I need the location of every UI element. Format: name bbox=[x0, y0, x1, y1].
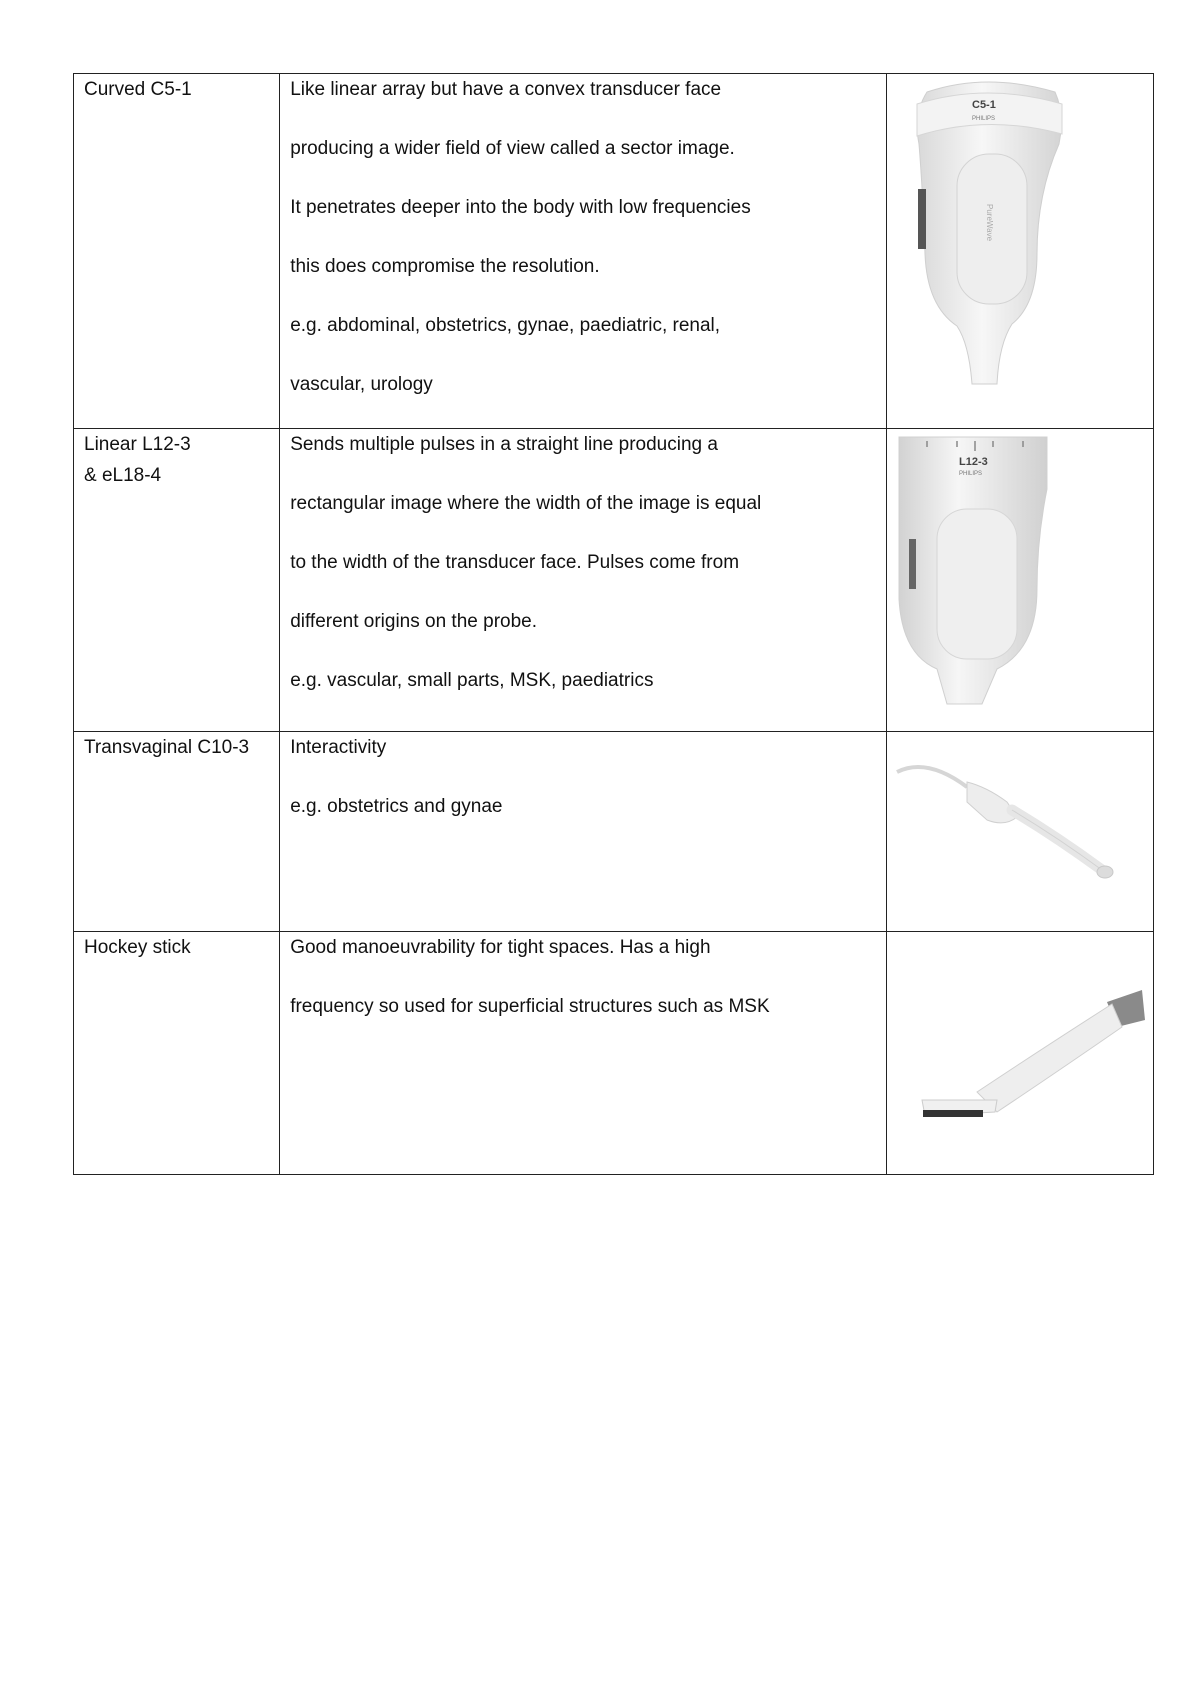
probe-name: Transvaginal C10-3 bbox=[84, 737, 250, 758]
description-line: different origins on the probe. bbox=[290, 611, 538, 632]
probe-model-label: L12-3 bbox=[958, 456, 988, 468]
probe-image-cell bbox=[886, 732, 1153, 932]
table-row bbox=[74, 429, 1154, 732]
probe-side-label: PureWave bbox=[984, 204, 994, 242]
transducer-table bbox=[73, 73, 1154, 1175]
probe-name: Hockey stick bbox=[84, 937, 191, 958]
description-line: vascular, urology bbox=[290, 374, 433, 395]
transvaginal-probe-image bbox=[887, 732, 1154, 932]
hockey-stick-probe-image bbox=[887, 932, 1154, 1175]
description-line: It penetrates deeper into the body with low frequencies bbox=[290, 197, 751, 218]
probe-description-cell bbox=[280, 429, 887, 732]
probe-brand-label: PHILIPS bbox=[958, 471, 982, 477]
description-line: this does compromise the resolution. bbox=[290, 256, 600, 277]
description-line: to the width of the transducer face. Pulses come from bbox=[290, 552, 740, 573]
linear-probe-image bbox=[887, 429, 1154, 732]
probe-image-cell bbox=[886, 74, 1153, 429]
table-row bbox=[74, 74, 1154, 429]
probe-name: Linear L12-3 bbox=[84, 434, 191, 455]
probe-image-cell bbox=[886, 429, 1153, 732]
probe-name-cell bbox=[74, 429, 280, 732]
probe-model-label: C5-1 bbox=[971, 99, 996, 111]
probe-description-cell bbox=[280, 732, 887, 932]
probe-name: Curved C5-1 bbox=[84, 79, 192, 100]
probe-image-cell bbox=[886, 932, 1153, 1175]
description-line: Sends multiple pulses in a straight line producing a bbox=[290, 434, 718, 455]
probe-name-cell bbox=[74, 932, 280, 1175]
curved-probe-image bbox=[887, 74, 1154, 429]
table-row bbox=[74, 732, 1154, 932]
probe-name-secondary: & eL18-4 bbox=[84, 465, 162, 486]
description-line: Like linear array but have a convex transducer face bbox=[290, 79, 722, 100]
description-line: e.g. obstetrics and gynae bbox=[290, 796, 503, 817]
description-line: e.g. vascular, small parts, MSK, paediatrics bbox=[290, 670, 654, 691]
probe-brand-label: PHILIPS bbox=[971, 116, 995, 122]
table-row bbox=[74, 932, 1154, 1175]
description-line: Good manoeuvrability for tight spaces. Has a high bbox=[290, 937, 711, 958]
description-line: rectangular image where the width of the image is equal bbox=[290, 493, 762, 514]
probe-name-cell bbox=[74, 732, 280, 932]
description-line: producing a wider field of view called a sector image. bbox=[290, 138, 735, 159]
probe-description-cell bbox=[280, 932, 887, 1175]
description-line: e.g. abdominal, obstetrics, gynae, paediatric, renal, bbox=[290, 315, 721, 336]
probe-name-cell bbox=[74, 74, 280, 429]
probe-description-cell bbox=[280, 74, 887, 429]
description-line: Interactivity bbox=[290, 737, 387, 758]
description-line: frequency so used for superficial structures such as MSK bbox=[290, 996, 770, 1017]
